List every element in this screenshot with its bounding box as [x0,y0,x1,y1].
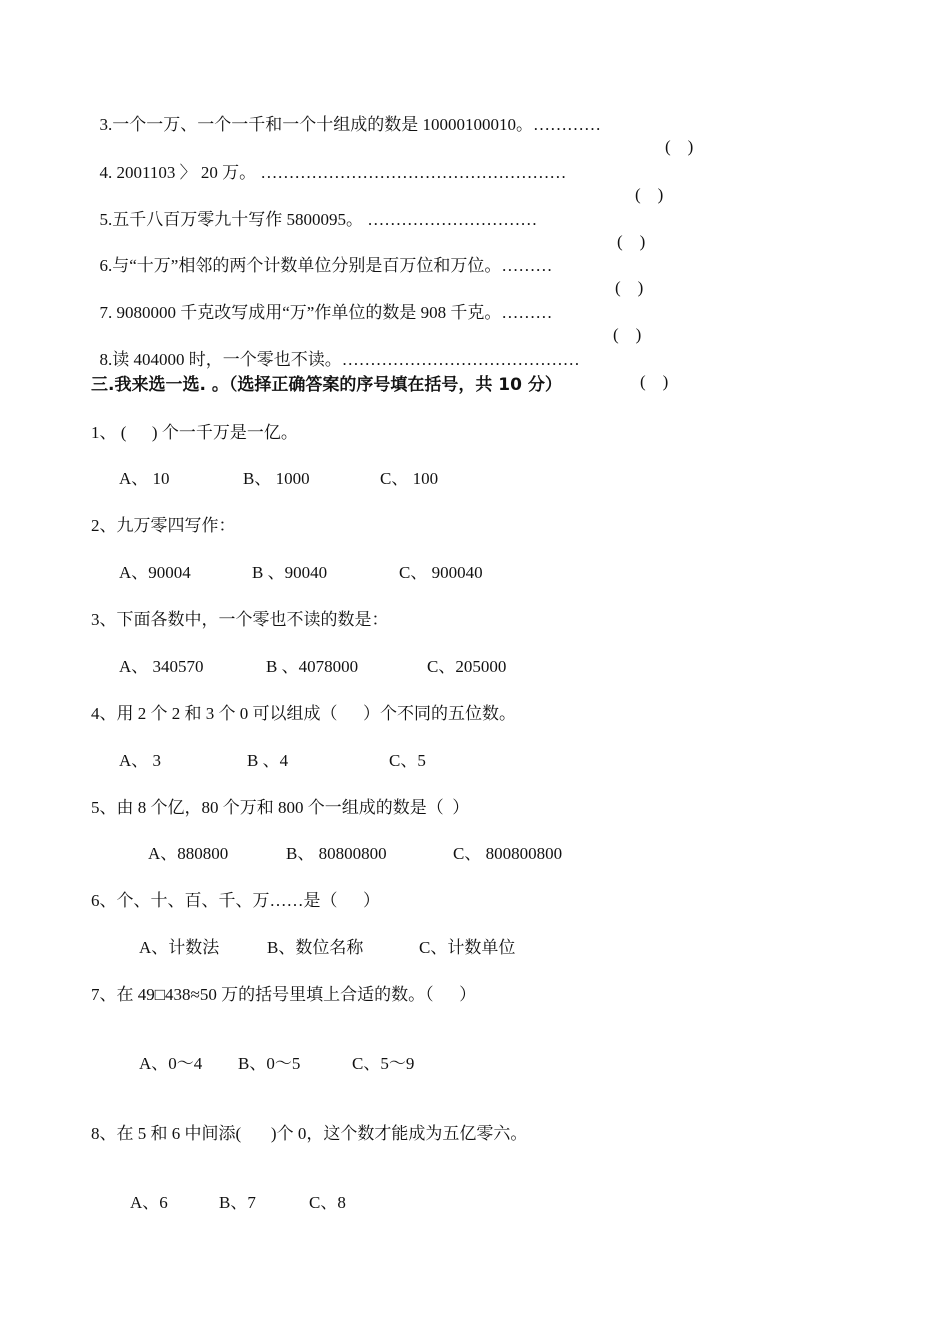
question-stem: 3、下面各数中，一个零也不读的数是： [91,610,389,629]
judgment-text: 7. 9080000 千克改写成用“万”作单位的数是 908 千克。……… [99,303,553,322]
option-c[interactable]: C、205000 [427,657,507,676]
option-b[interactable]: B、 1000 [243,469,310,488]
answer-paren[interactable]: ( ) [615,278,644,297]
option-a[interactable]: A、 10 [119,469,170,488]
answer-paren[interactable]: ( ) [613,325,642,344]
option-b[interactable]: B、7 [219,1193,256,1212]
question-stem: 7、在 49□438≈50 万的括号里填上合适的数。（ ） [91,985,477,1004]
option-b[interactable]: B 、4078000 [266,657,359,676]
judgment-text: 5.五千八百万零九十写作 5800095。 ………………………… [99,210,538,229]
option-c[interactable]: C、 800800800 [453,844,563,863]
option-c[interactable]: C、5～9 [352,1054,415,1073]
question-stem: 1、 ( ) 个一千万是一亿。 [91,423,298,442]
option-b[interactable]: B、 80800800 [286,844,387,863]
option-b[interactable]: B、0～5 [238,1054,301,1073]
option-c[interactable]: C、 900040 [399,563,483,582]
option-a[interactable]: A、 340570 [119,657,204,676]
answer-paren[interactable]: ( ) [635,185,664,204]
option-c[interactable]: C、计数单位 [419,938,516,957]
question-stem: 6、个、十、百、千、万……是（ ） [91,891,380,910]
question-stem: 4、用 2 个 2 和 3 个 0 可以组成（ ）个不同的五位数。 [91,704,516,723]
option-a[interactable]: A、 3 [119,751,162,770]
option-a[interactable]: A、880800 [148,844,229,863]
judgment-text: 6.与“十万”相邻的两个计数单位分别是百万位和万位。……… [99,256,553,275]
question-stem: 2、九万零四写作： [91,516,236,535]
option-b[interactable]: B 、4 [247,751,289,770]
option-c[interactable]: C、5 [389,751,426,770]
option-b[interactable]: B 、90040 [252,563,328,582]
option-a[interactable]: A、90004 [119,563,191,582]
question-stem: 5、由 8 个亿，80 个万和 800 个一组成的数是（ ） [91,798,470,817]
answer-paren[interactable]: ( ) [617,232,646,251]
option-a[interactable]: A、6 [130,1193,168,1212]
answer-paren[interactable]: ( ) [665,137,694,156]
option-c[interactable]: C、 100 [380,469,439,488]
option-c[interactable]: C、8 [309,1193,346,1212]
option-a[interactable]: A、计数法 [139,938,220,957]
section-title: 三.我来选一选. 。（选择正确答案的序号填在括号，共 10 分） [91,375,562,395]
judgment-text: 8.读 404000 时，一个零也不读。…………………………………… [99,350,580,369]
answer-paren[interactable]: ( ) [640,372,669,391]
question-stem: 8、在 5 和 6 中间添( )个 0，这个数才能成为五亿零六。 [91,1124,528,1143]
option-b[interactable]: B、数位名称 [267,938,364,957]
option-a[interactable]: A、0～4 [139,1054,203,1073]
judgment-text: 3.一个一万、一个一千和一个十组成的数是 10000100010。………… [99,115,601,134]
judgment-text: 4. 2001103 〉 20 万。 ……………………………………………… [99,163,567,182]
